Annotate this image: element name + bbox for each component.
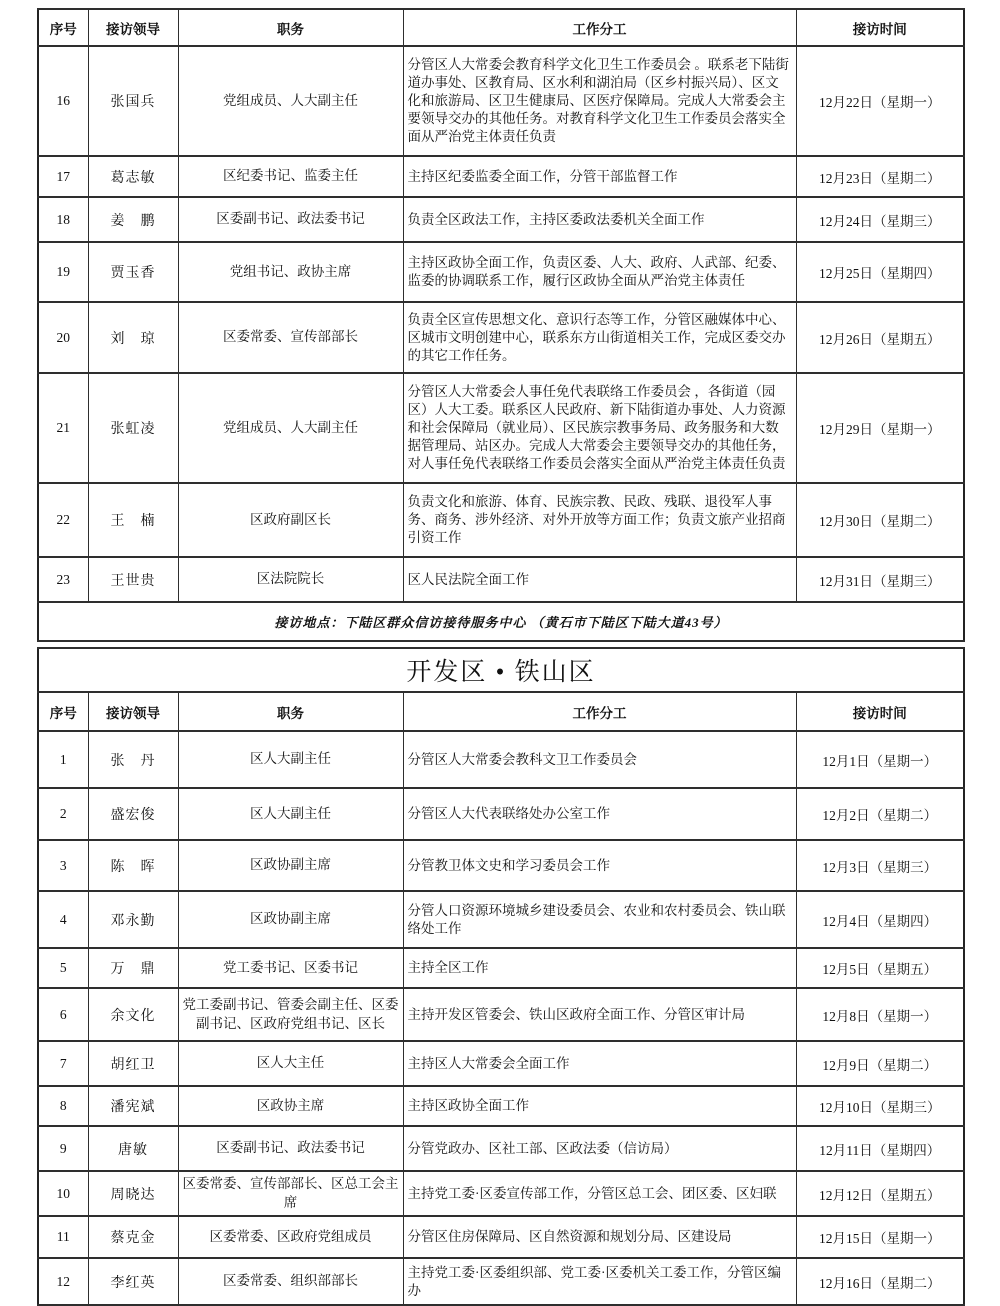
cell-duties: 主持区政协全面工作	[403, 1086, 796, 1126]
cell-position: 党工委书记、区委书记	[178, 948, 403, 988]
cell-duties: 主持党工委·区委组织部、党工委·区委机关工委工作，分管区编办	[403, 1258, 796, 1305]
cell-duties: 分管区人大常委会教育科学文化卫生工作委员会 。联系老下陆街道办事处、区教育局、区水利和湖泊局（区乡村振兴局）、区文化和旅游局、区卫生健康局、区医疗保障局。完成人大常委会主要领导交办的其他任务。对教育科学文化卫生工作委员会落实全面从严治党主体责任负责	[403, 46, 796, 156]
cell-position: 党工委副书记、管委会副主任、区委副书记、区政府党组书记、区长	[178, 988, 403, 1041]
table-row	[38, 788, 964, 840]
cell-visit-date: 12月29日（星期一）	[796, 373, 964, 483]
cell-serial: 19	[38, 242, 88, 302]
table-header-row	[38, 9, 964, 46]
cell-visit-date: 12月31日（星期三）	[796, 557, 964, 602]
table-header-row	[38, 692, 964, 731]
table-row	[38, 1216, 964, 1258]
cell-leader-name: 刘 琼	[88, 302, 178, 373]
cell-position: 党组成员、人大副主任	[178, 373, 403, 483]
column-header-serial: 序号	[38, 9, 88, 46]
cell-visit-date: 12月22日（星期一）	[796, 46, 964, 156]
table-row	[38, 948, 964, 988]
table-row	[38, 840, 964, 891]
cell-visit-date: 12月23日（星期二）	[796, 156, 964, 197]
cell-serial: 8	[38, 1086, 88, 1126]
cell-leader-name: 盛宏俊	[88, 788, 178, 840]
cell-leader-name: 潘宪斌	[88, 1086, 178, 1126]
cell-duties: 主持党工委·区委宣传部工作，分管区总工会、团区委、区妇联	[403, 1171, 796, 1216]
table-row	[38, 302, 964, 373]
cell-duties: 主持全区工作	[403, 948, 796, 988]
column-header-position: 职务	[178, 9, 403, 46]
cell-visit-date: 12月4日（星期四）	[796, 891, 964, 948]
cell-position: 区政协副主席	[178, 891, 403, 948]
cell-visit-date: 12月12日（星期五）	[796, 1171, 964, 1216]
cell-leader-name: 陈 晖	[88, 840, 178, 891]
table-row	[38, 197, 964, 242]
cell-position: 区纪委书记、监委主任	[178, 156, 403, 197]
table-row	[38, 242, 964, 302]
cell-visit-date: 12月11日（星期四）	[796, 1126, 964, 1171]
cell-leader-name: 邓永勤	[88, 891, 178, 948]
cell-visit-date: 12月5日（星期五）	[796, 948, 964, 988]
table-row	[38, 46, 964, 156]
column-header-serial: 序号	[38, 692, 88, 731]
column-header-leader: 接访领导	[88, 692, 178, 731]
table-row	[38, 483, 964, 557]
cell-leader-name: 姜 鹏	[88, 197, 178, 242]
cell-duties: 分管区人大常委会人事任免代表联络工作委员会 ，各街道（园区）人大工委。联系区人民政府、新下陆街道办事处、人力资源和社会保障局（就业局）、区民族宗教事务局、政务服务和大数据管理局、站区办。完成人大常委会主要领导交办的其他任务，对人事任免代表联络工作委员会落实全面从严治党主体责任负责	[403, 373, 796, 483]
cell-serial: 4	[38, 891, 88, 948]
cell-duties: 负责文化和旅游、体育、民族宗教、民政、残联、退役军人事务、商务、涉外经济、对外开放等方面工作；负责文旅产业招商引资工作	[403, 483, 796, 557]
cell-serial: 7	[38, 1041, 88, 1086]
cell-serial: 11	[38, 1216, 88, 1258]
section-title-row	[38, 648, 964, 692]
cell-position: 区人大副主任	[178, 731, 403, 788]
table-row	[38, 156, 964, 197]
cell-duties: 分管人口资源环境城乡建设委员会、农业和农村委员会、铁山联络处工作	[403, 891, 796, 948]
cell-leader-name: 葛志敏	[88, 156, 178, 197]
cell-position: 党组书记、政协主席	[178, 242, 403, 302]
column-header-duties: 工作分工	[403, 692, 796, 731]
cell-position: 区政协主席	[178, 1086, 403, 1126]
cell-leader-name: 余文化	[88, 988, 178, 1041]
cell-duties: 分管党政办、区社工部、区政法委（信访局）	[403, 1126, 796, 1171]
cell-position: 区人大主任	[178, 1041, 403, 1086]
cell-position: 区委副书记、政法委书记	[178, 1126, 403, 1171]
cell-position: 区委常委、宣传部部长、区总工会主席	[178, 1171, 403, 1216]
cell-serial: 6	[38, 988, 88, 1041]
cell-visit-date: 12月25日（星期四）	[796, 242, 964, 302]
table-row	[38, 1086, 964, 1126]
cell-visit-date: 12月30日（星期二）	[796, 483, 964, 557]
cell-serial: 23	[38, 557, 88, 602]
cell-visit-date: 12月3日（星期三）	[796, 840, 964, 891]
column-header-duties: 工作分工	[403, 9, 796, 46]
table-row	[38, 891, 964, 948]
cell-serial: 18	[38, 197, 88, 242]
cell-duties: 分管教卫体文史和学习委员会工作	[403, 840, 796, 891]
cell-visit-date: 12月16日（星期二）	[796, 1258, 964, 1305]
column-header-time: 接访时间	[796, 9, 964, 46]
column-header-time: 接访时间	[796, 692, 964, 731]
cell-visit-date: 12月1日（星期一）	[796, 731, 964, 788]
cell-serial: 1	[38, 731, 88, 788]
cell-serial: 21	[38, 373, 88, 483]
cell-duties: 主持区政协全面工作，负责区委、人大、政府、人武部、纪委、监委的协调联系工作，履行区政协全面从严治党主体责任	[403, 242, 796, 302]
cell-leader-name: 李红英	[88, 1258, 178, 1305]
table-footer-note: 接访地点：下陆区群众信访接待服务中心 （黄石市下陆区下陆大道43号）	[38, 602, 964, 641]
cell-serial: 9	[38, 1126, 88, 1171]
cell-position: 区委常委、区政府党组成员	[178, 1216, 403, 1258]
cell-duties: 分管区住房保障局、区自然资源和规划分局、区建设局	[403, 1216, 796, 1258]
cell-duties: 区人民法院全面工作	[403, 557, 796, 602]
cell-leader-name: 万 鼎	[88, 948, 178, 988]
cell-leader-name: 蔡克金	[88, 1216, 178, 1258]
cell-duties: 负责全区宣传思想文化、意识行态等工作，分管区融媒体中心、区城市文明创建中心，联系东方山街道相关工作，完成区委交办的其它工作任务。	[403, 302, 796, 373]
cell-serial: 12	[38, 1258, 88, 1305]
schedule-table-kaifaqu-tieshan	[37, 647, 965, 1306]
cell-serial: 22	[38, 483, 88, 557]
table-row	[38, 1126, 964, 1171]
cell-leader-name: 张国兵	[88, 46, 178, 156]
cell-leader-name: 贾玉香	[88, 242, 178, 302]
cell-position: 区法院院长	[178, 557, 403, 602]
cell-position: 党组成员、人大副主任	[178, 46, 403, 156]
column-header-position: 职务	[178, 692, 403, 731]
cell-serial: 16	[38, 46, 88, 156]
cell-duties: 主持区人大常委会全面工作	[403, 1041, 796, 1086]
cell-visit-date: 12月10日（星期三）	[796, 1086, 964, 1126]
cell-visit-date: 12月9日（星期二）	[796, 1041, 964, 1086]
table-row	[38, 557, 964, 602]
cell-leader-name: 王 楠	[88, 483, 178, 557]
section-title: 开发区 • 铁山区	[38, 648, 964, 692]
cell-leader-name: 胡红卫	[88, 1041, 178, 1086]
cell-serial: 5	[38, 948, 88, 988]
cell-position: 区委常委、组织部部长	[178, 1258, 403, 1305]
cell-visit-date: 12月15日（星期一）	[796, 1216, 964, 1258]
cell-leader-name: 王世贵	[88, 557, 178, 602]
cell-position: 区政协副主席	[178, 840, 403, 891]
cell-duties: 负责全区政法工作，主持区委政法委机关全面工作	[403, 197, 796, 242]
cell-serial: 17	[38, 156, 88, 197]
table-footer-row	[38, 602, 964, 641]
cell-duties: 分管区人大常委会教科文卫工作委员会	[403, 731, 796, 788]
column-header-leader: 接访领导	[88, 9, 178, 46]
cell-serial: 2	[38, 788, 88, 840]
cell-visit-date: 12月8日（星期一）	[796, 988, 964, 1041]
table-row	[38, 988, 964, 1041]
schedule-table-xialu	[37, 8, 965, 642]
cell-serial: 10	[38, 1171, 88, 1216]
table-row	[38, 373, 964, 483]
table-row	[38, 1171, 964, 1216]
cell-position: 区人大副主任	[178, 788, 403, 840]
cell-leader-name: 张虹凌	[88, 373, 178, 483]
cell-serial: 3	[38, 840, 88, 891]
cell-serial: 20	[38, 302, 88, 373]
cell-visit-date: 12月26日（星期五）	[796, 302, 964, 373]
cell-position: 区委常委、宣传部部长	[178, 302, 403, 373]
cell-leader-name: 唐敏	[88, 1126, 178, 1171]
cell-position: 区委副书记、政法委书记	[178, 197, 403, 242]
table-row	[38, 1041, 964, 1086]
cell-visit-date: 12月2日（星期二）	[796, 788, 964, 840]
cell-duties: 分管区人大代表联络处办公室工作	[403, 788, 796, 840]
cell-leader-name: 周晓达	[88, 1171, 178, 1216]
cell-visit-date: 12月24日（星期三）	[796, 197, 964, 242]
cell-position: 区政府副区长	[178, 483, 403, 557]
cell-duties: 主持区纪委监委全面工作，分管干部监督工作	[403, 156, 796, 197]
table-row	[38, 731, 964, 788]
cell-leader-name: 张 丹	[88, 731, 178, 788]
cell-duties: 主持开发区管委会、铁山区政府全面工作、分管区审计局	[403, 988, 796, 1041]
